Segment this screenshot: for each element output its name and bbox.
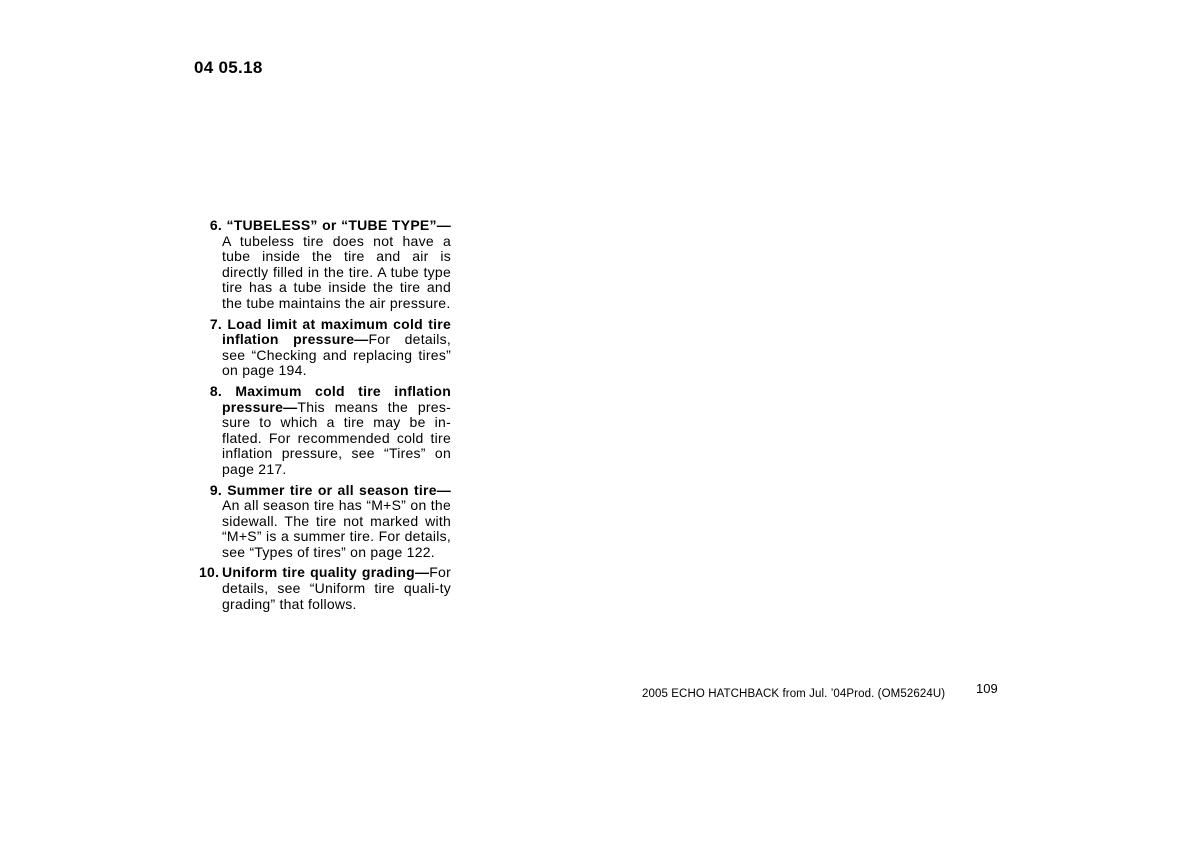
item-term: Uniform tire quality grading— xyxy=(222,564,430,581)
item-text: For details, see “Uniform tire quali-ty grading” that follows. xyxy=(222,564,451,612)
item-number: 7. xyxy=(209,315,222,332)
item-body xyxy=(222,565,451,612)
date-stamp: 04 05.18 xyxy=(194,58,263,77)
item-body xyxy=(222,218,451,312)
item-text: This means the pres-sure to which a tire may be in-flated. For recommended cold tire inflation pressure, see “Tires” on page 217. xyxy=(222,398,451,477)
item-body xyxy=(222,317,451,379)
item-body xyxy=(222,384,451,478)
list-item xyxy=(199,483,451,561)
footer-model-info: 2005 ECHO HATCHBACK from Jul. ’04Prod. (OM52624U) xyxy=(642,688,946,700)
tire-terms-list xyxy=(199,218,451,617)
item-term: “TUBELESS” or “TUBE TYPE”— xyxy=(226,217,452,233)
item-term: Summer tire or all season tire— xyxy=(227,481,452,498)
page-number: 109 xyxy=(976,681,998,696)
item-text: An all season tire has “M+S” on the sidewall. The tire not marked with “M+S” is a summer tire. For details, see “Types of tires” on page 122. xyxy=(222,497,451,560)
list-item xyxy=(199,384,451,478)
list-item xyxy=(199,218,451,312)
item-number: 6. xyxy=(209,217,222,233)
item-text: For details, see “Checking and replacing tires” on page 194. xyxy=(222,331,451,379)
item-body xyxy=(222,483,451,561)
item-number: 10. xyxy=(199,564,220,581)
item-term: Maximum cold tire inflation pressure— xyxy=(222,382,451,415)
item-text: A tubeless tire does not have a tube inside the tire and air is directly filled in the tire. A tube type tire has a tube inside the tire and the tube maintains the air pressure. xyxy=(222,232,451,311)
list-item xyxy=(199,317,451,379)
item-number: 9. xyxy=(209,481,222,498)
item-term: Load limit at maximum cold tire inflation pressure— xyxy=(222,315,452,348)
item-number: 8. xyxy=(209,382,222,399)
list-item xyxy=(199,565,451,612)
